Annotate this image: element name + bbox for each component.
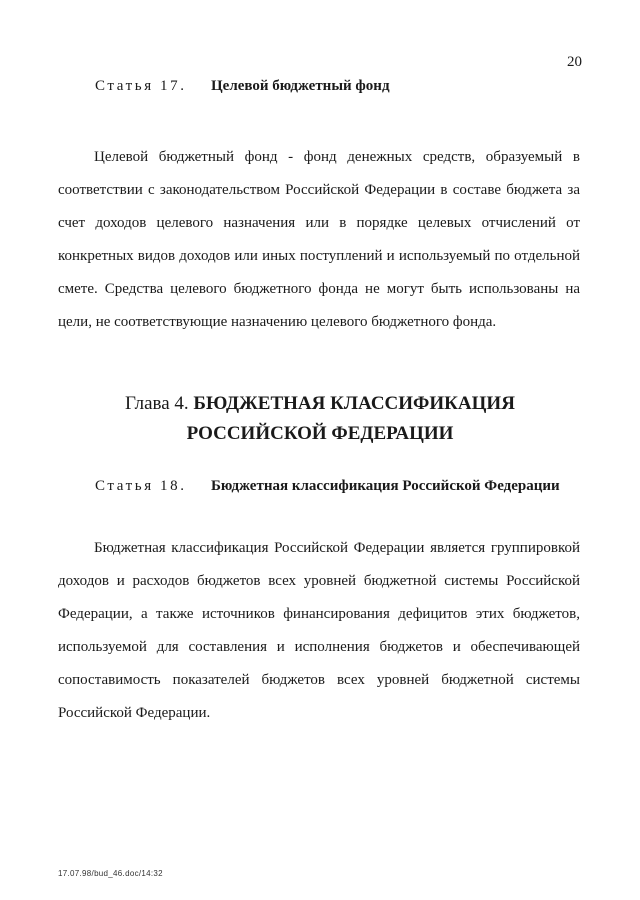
article-18-text: Бюджетная классификация Российской Федерации является группировкой доходов и расходов бюджетов всех уровней бюджетной системы Российской Федерации, а также источников финансирования дефицитов этих бюджетов, используемой для составления и исполнения бюджетов и обеспечивающей сопоставимость показателей бюджетов всех уровней бюджетной системы Российской Федерации. <box>58 540 580 721</box>
chapter-4-line-1 <box>0 389 640 419</box>
document-footer: 17.07.98/bud_46.doc/14:32 <box>58 869 163 878</box>
article-18-heading <box>95 478 560 495</box>
chapter-4-title-line-1: БЮДЖЕТНАЯ КЛАССИФИКАЦИЯ <box>193 393 515 414</box>
article-18-title: Бюджетная классификация Российской Федерации <box>211 478 560 494</box>
article-17-title: Целевой бюджетный фонд <box>211 78 390 94</box>
chapter-4-title-line-2: РОССИЙСКОЙ ФЕДЕРАЦИИ <box>186 423 454 444</box>
article-17-label: Статья 17. <box>95 78 187 94</box>
chapter-4-heading <box>0 389 640 449</box>
chapter-4-prefix: Глава 4. <box>125 393 189 414</box>
article-17-text: Целевой бюджетный фонд - фонд денежных средств, образуемый в соответствии с законодательством Российской Федерации в составе бюджета за счет доходов целевого назначения или в порядке целевых отчислений от конкретных видов доходов или иных поступлений и используемый по отдельной смете. Средства целевого бюджетного фонда не могут быть использованы на цели, не соответствующие назначению целевого бюджетного фонда. <box>58 149 580 330</box>
page-number: 20 <box>567 54 582 70</box>
article-18-label: Статья 18. <box>95 478 187 494</box>
article-17-heading <box>95 78 390 95</box>
